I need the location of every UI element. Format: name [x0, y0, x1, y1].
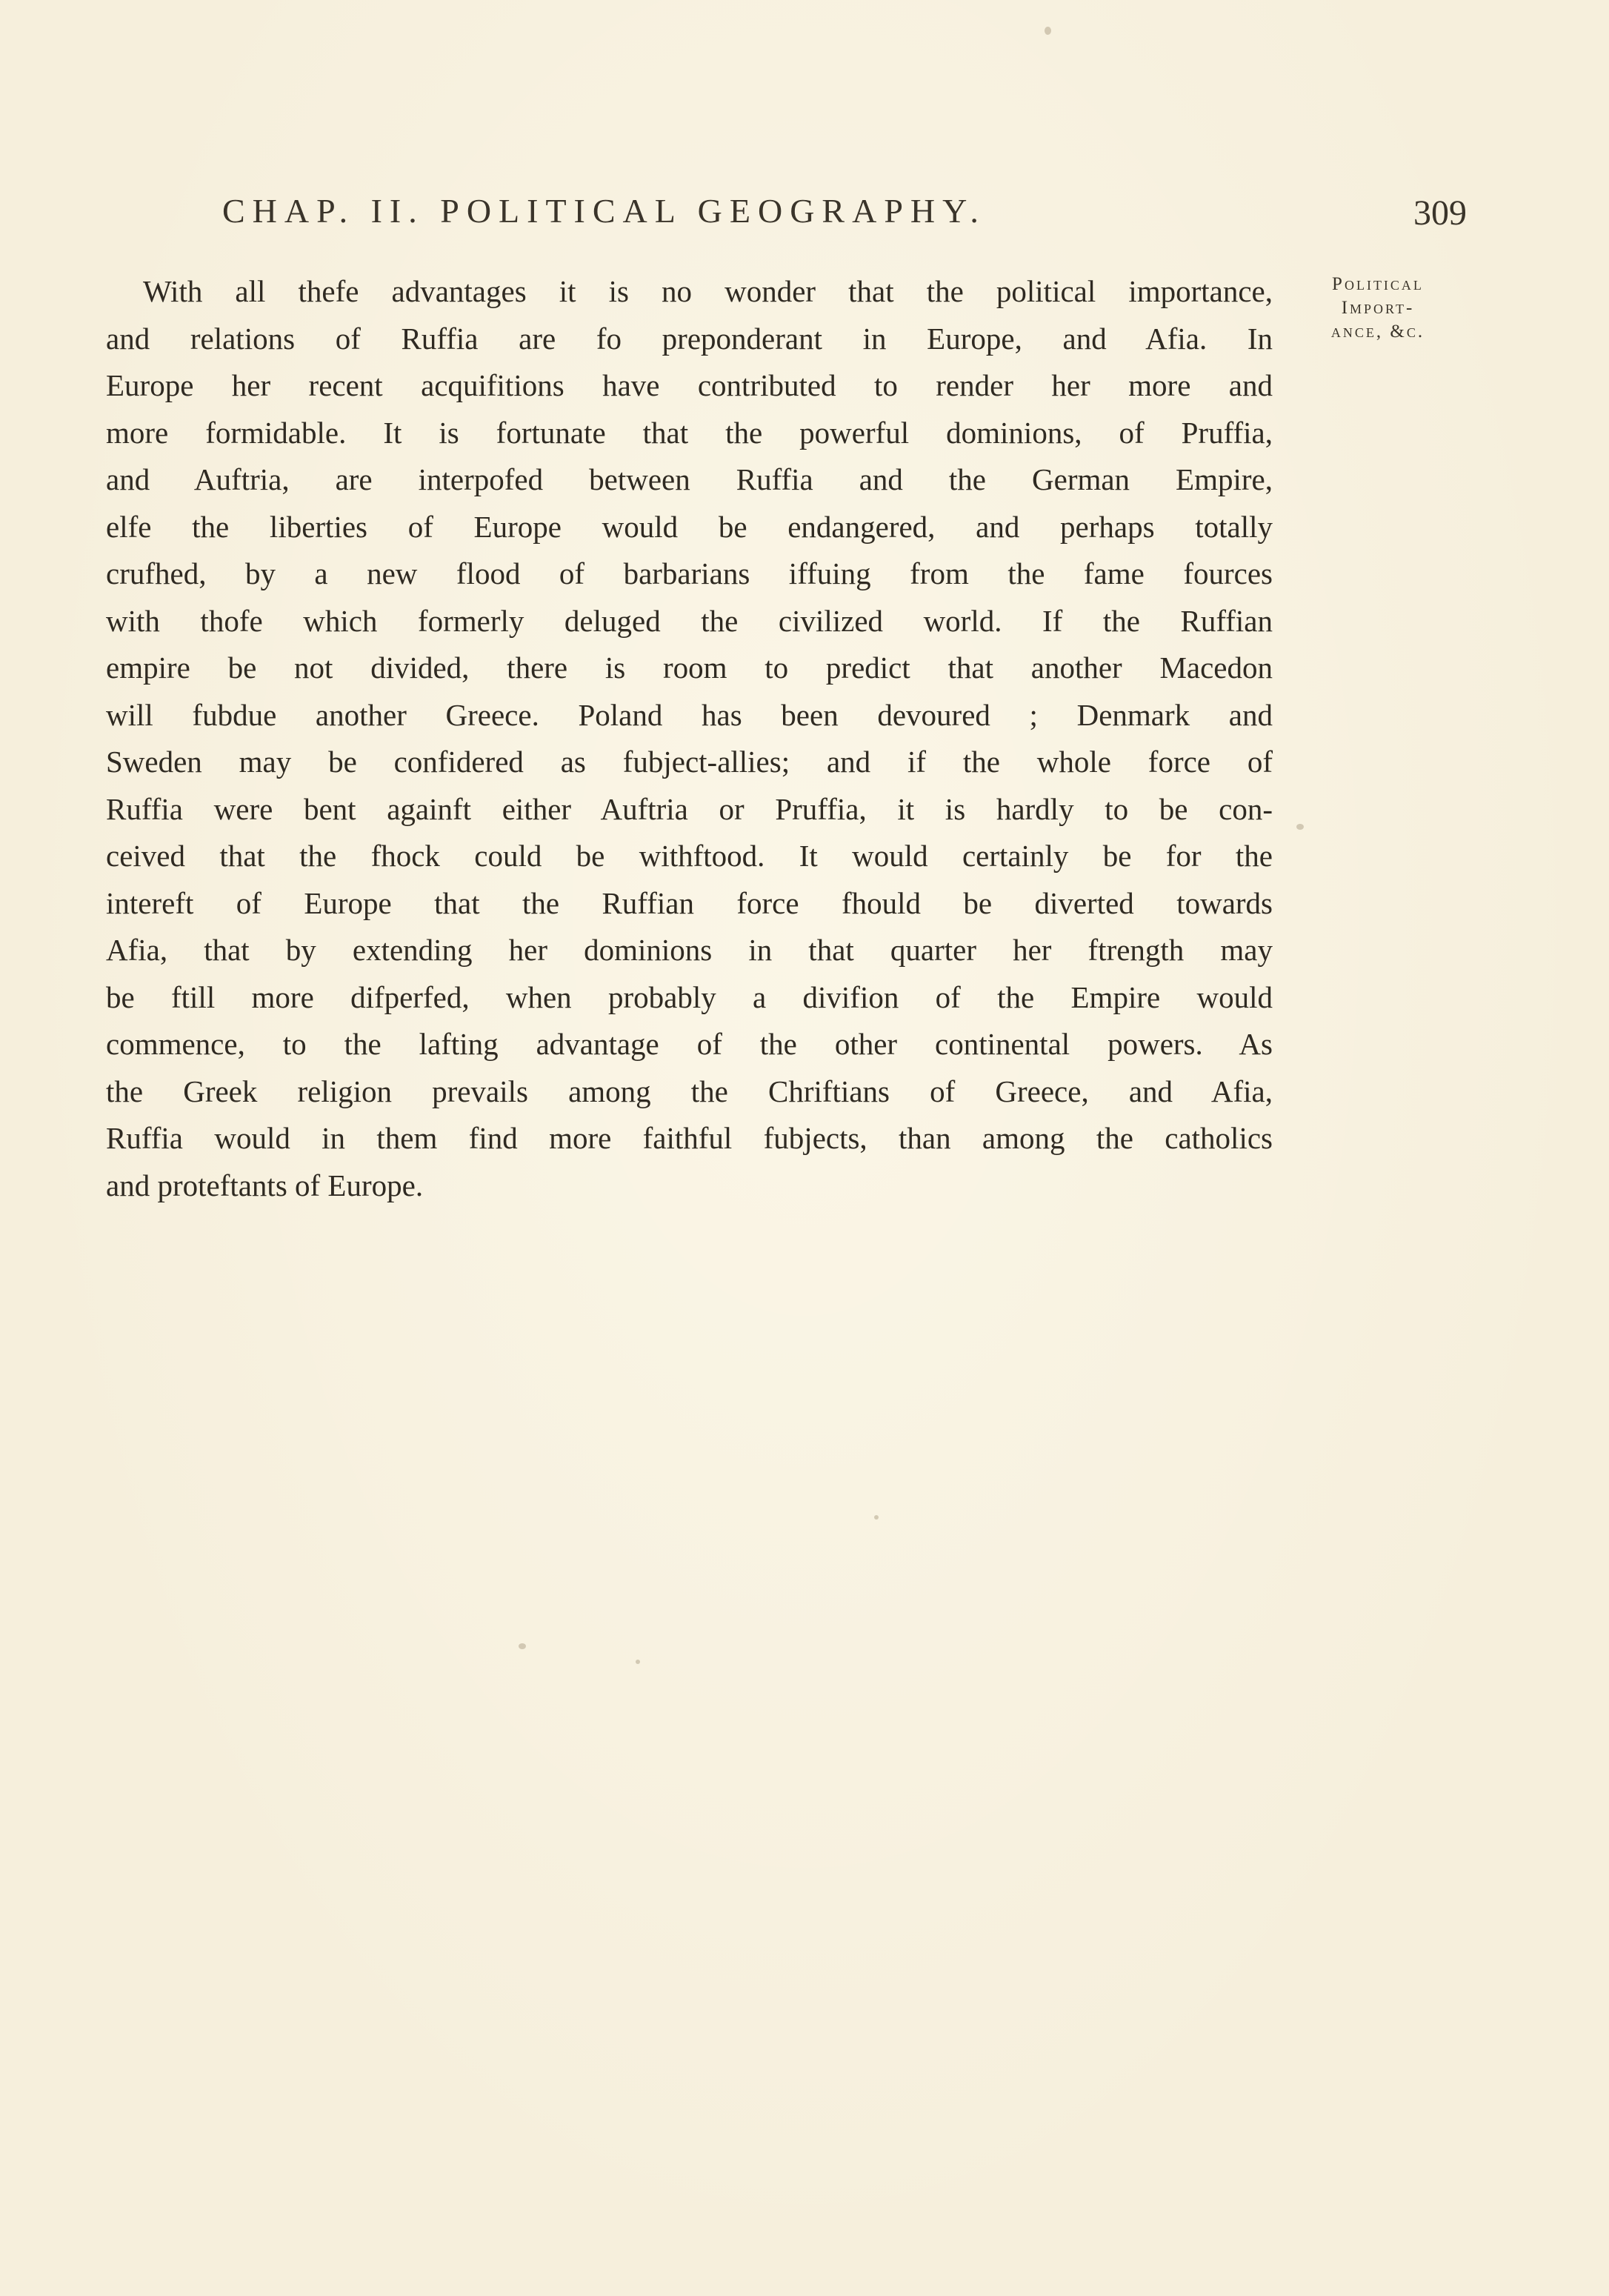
text-line: Ruffia were bent againft either Auftria or Pruffia, it is hardly to be con-: [106, 791, 1273, 826]
text-line: crufhed, by a new flood of barbarians iffuing from the fame fources: [106, 556, 1273, 590]
text-line: commence, to the lafting advantage of the other continental powers. As: [106, 1027, 1273, 1061]
page-number: 309: [1413, 193, 1467, 233]
text-line: and relations of Ruffia are fo preponderant in Europe, and Afia. In: [106, 321, 1273, 356]
text-line: empire be not divided, there is room to predict that another Macedon: [106, 650, 1273, 685]
text-line: be ftill more difperfed, when probably a divifion of the Empire would: [106, 979, 1273, 1014]
margin-note-line: Political: [1332, 274, 1424, 294]
paper-speck: [636, 1660, 640, 1664]
paper-speck: [1296, 824, 1304, 830]
text-line: intereft of Europe that the Ruffian force fhould be diverted towards: [106, 885, 1273, 920]
text-line: elfe the liberties of Europe would be endangered, and perhaps totally: [106, 509, 1273, 544]
margin-note-line: ance, &c.: [1330, 322, 1425, 342]
margin-note-line: Import-: [1341, 298, 1415, 318]
text-line: ceived that the fhock could be withftood. It would certainly be for the: [106, 839, 1273, 873]
body-paragraph: [106, 268, 1273, 1209]
text-line: Ruffia would in them find more faithful fubjects, than among the catholics: [106, 1121, 1273, 1155]
text-line: more formidable. It is fortunate that the powerful dominions, of Pruffia,: [106, 415, 1273, 450]
paper-speck: [519, 1643, 526, 1649]
text-line: and proteftants of Europe.: [106, 1168, 424, 1202]
running-title: CHAP. II. POLITICAL GEOGRAPHY.: [222, 192, 986, 230]
text-line: Europe her recent acquifitions have contributed to render her more and: [106, 368, 1273, 402]
margin-note: [1293, 273, 1463, 344]
text-line: Afia, that by extending her dominions in that quarter her ftrength may: [106, 933, 1273, 967]
text-line: With all thefe advantages it is no wonder that the political importance,: [143, 274, 1273, 308]
text-line: Sweden may be confidered as fubject-allies; and if the whole force of: [106, 745, 1273, 779]
running-head: [222, 191, 1467, 243]
text-line: will fubdue another Greece. Poland has been devoured ; Denmark and: [106, 697, 1273, 732]
text-line: the Greek religion prevails among the Chriftians of Greece, and Afia,: [106, 1074, 1273, 1108]
text-line: with thofe which formerly deluged the civilized world. If the Ruffian: [106, 603, 1273, 638]
paper-speck: [874, 1515, 879, 1520]
paper-speck: [1045, 27, 1051, 35]
text-line: and Auftria, are interpofed between Ruffia and the German Empire,: [106, 462, 1273, 496]
